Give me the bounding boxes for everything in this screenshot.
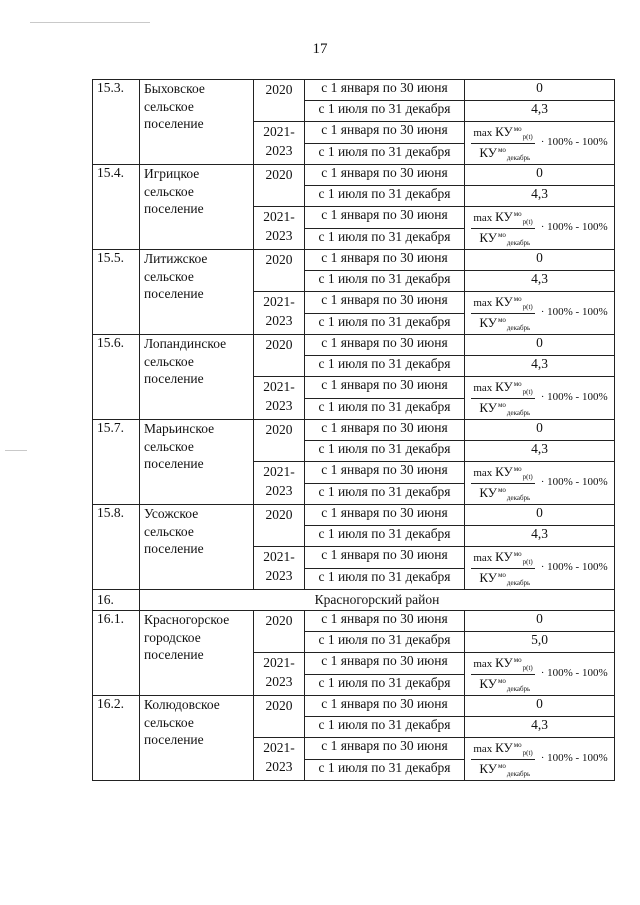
- formula-cell: [465, 122, 615, 165]
- formula-subscript: р(t): [522, 749, 533, 758]
- formula-ku: КУ: [479, 399, 497, 415]
- formula-subscript: декабрь: [506, 153, 531, 162]
- formula-superscript: мо: [497, 400, 506, 409]
- table-row: [93, 420, 615, 441]
- year-2020: 2020: [254, 250, 305, 292]
- formula: [469, 738, 610, 780]
- formula-numerator: [471, 294, 534, 313]
- year-2021-2023: 2021- 2023: [254, 207, 305, 250]
- formula-numerator: [471, 549, 534, 568]
- formula-ku: КУ: [495, 379, 513, 395]
- row-number: 15.8.: [93, 505, 140, 590]
- year-2020: 2020: [254, 420, 305, 462]
- formula-superscript: мо: [497, 485, 506, 494]
- formula-max: max: [473, 212, 493, 225]
- formula-fraction: [471, 209, 534, 247]
- formula-ku: КУ: [479, 569, 497, 585]
- period-first-half: с 1 января по 30 июня: [305, 377, 465, 399]
- formula-ku: КУ: [495, 209, 513, 225]
- formula-subscript: декабрь: [506, 684, 531, 693]
- formula-ku: КУ: [495, 464, 513, 480]
- settlement-name: Лопандинское сельское поселение: [140, 335, 254, 420]
- period-second-half: с 1 июля по 31 декабря: [305, 759, 465, 781]
- formula-superscript: мо: [513, 465, 522, 474]
- formula-fraction: [471, 294, 534, 332]
- year-2020: 2020: [254, 165, 305, 207]
- period-second-half: с 1 июля по 31 декабря: [305, 674, 465, 696]
- period-second-half: с 1 июля по 31 декабря: [305, 271, 465, 292]
- period-second-half: с 1 июля по 31 декабря: [305, 398, 465, 420]
- year-2021-2023: 2021- 2023: [254, 122, 305, 165]
- period-second-half: с 1 июля по 31 декабря: [305, 313, 465, 335]
- settlement-name: Красногорское городское поселение: [140, 611, 254, 696]
- year-2021-2023: 2021- 2023: [254, 462, 305, 505]
- formula-denominator: [471, 675, 532, 693]
- period-first-half: с 1 января по 30 июня: [305, 738, 465, 760]
- margin-mark: [30, 22, 150, 23]
- formula-numerator: [471, 464, 534, 483]
- increase-value: 0: [465, 335, 615, 356]
- formula-max: max: [473, 297, 493, 310]
- district-name: Красногорский район: [140, 590, 615, 611]
- formula-max: max: [473, 743, 493, 756]
- formula-subscript: декабрь: [506, 238, 531, 247]
- period-first-half: с 1 января по 30 июня: [305, 462, 465, 484]
- formula-superscript: мо: [497, 230, 506, 239]
- formula-cell: [465, 738, 615, 781]
- period-first-half: с 1 января по 30 июня: [305, 335, 465, 356]
- row-number: 15.4.: [93, 165, 140, 250]
- formula-subscript: декабрь: [506, 769, 531, 778]
- formula-ku: КУ: [479, 484, 497, 500]
- formula-ku: КУ: [479, 229, 497, 245]
- increase-value: 4,3: [465, 186, 615, 207]
- year-2020: 2020: [254, 611, 305, 653]
- period-first-half: с 1 января по 30 июня: [305, 122, 465, 144]
- formula: [469, 207, 610, 249]
- formula-tail: · 100% - 100%: [540, 476, 608, 489]
- formula-cell: [465, 207, 615, 250]
- increase-value: 4,3: [465, 717, 615, 738]
- formula-fraction: [471, 124, 534, 162]
- formula-cell: [465, 547, 615, 590]
- increase-value: 5,0: [465, 632, 615, 653]
- formula-subscript: р(t): [522, 303, 533, 312]
- increase-value: 0: [465, 420, 615, 441]
- period-second-half: с 1 июля по 31 декабря: [305, 228, 465, 250]
- formula-denominator: [471, 399, 532, 417]
- formula-cell: [465, 653, 615, 696]
- formula-max: max: [473, 658, 493, 671]
- formula-subscript: декабрь: [506, 493, 531, 502]
- increase-value: 0: [465, 611, 615, 632]
- formula-ku: КУ: [495, 655, 513, 671]
- formula-subscript: декабрь: [506, 408, 531, 417]
- formula-fraction: [471, 379, 534, 417]
- year-2020: 2020: [254, 505, 305, 547]
- period-second-half: с 1 июля по 31 декабря: [305, 143, 465, 165]
- formula-max: max: [473, 467, 493, 480]
- formula-superscript: мо: [497, 145, 506, 154]
- period-second-half: с 1 июля по 31 декабря: [305, 568, 465, 590]
- formula-numerator: [471, 209, 534, 228]
- period-first-half: с 1 января по 30 июня: [305, 505, 465, 526]
- row-number: 15.7.: [93, 420, 140, 505]
- year-2021-2023: 2021- 2023: [254, 738, 305, 781]
- formula-ku: КУ: [495, 124, 513, 140]
- increase-value: 0: [465, 165, 615, 186]
- formula-tail: · 100% - 100%: [540, 391, 608, 404]
- formula-cell: [465, 377, 615, 420]
- period-first-half: с 1 января по 30 июня: [305, 696, 465, 717]
- formula-max: max: [473, 127, 493, 140]
- formula-ku: КУ: [479, 144, 497, 160]
- formula-ku: КУ: [479, 760, 497, 776]
- settlement-name: Усожское сельское поселение: [140, 505, 254, 590]
- table-row: [93, 505, 615, 526]
- formula-numerator: [471, 655, 534, 674]
- formula-superscript: мо: [513, 656, 522, 665]
- increase-value: 4,3: [465, 101, 615, 122]
- formula-ku: КУ: [495, 740, 513, 756]
- formula-tail: · 100% - 100%: [540, 306, 608, 319]
- period-second-half: с 1 июля по 31 декабря: [305, 356, 465, 377]
- formula-ku: КУ: [495, 549, 513, 565]
- formula-denominator: [471, 314, 532, 332]
- increase-value: 4,3: [465, 441, 615, 462]
- period-first-half: с 1 января по 30 июня: [305, 250, 465, 271]
- period-second-half: с 1 июля по 31 декабря: [305, 717, 465, 738]
- year-2020: 2020: [254, 335, 305, 377]
- table-row: [93, 80, 615, 101]
- table-row: [93, 611, 615, 632]
- period-second-half: с 1 июля по 31 декабря: [305, 441, 465, 462]
- table-row: [93, 696, 615, 717]
- district-number: 16.: [93, 590, 140, 611]
- formula-superscript: мо: [513, 741, 522, 750]
- district-row: [93, 590, 615, 611]
- table-row: [93, 250, 615, 271]
- period-first-half: с 1 января по 30 июня: [305, 292, 465, 314]
- formula-ku: КУ: [495, 294, 513, 310]
- formula-max: max: [473, 552, 493, 565]
- row-number: 16.2.: [93, 696, 140, 781]
- formula-superscript: мо: [513, 210, 522, 219]
- year-2021-2023: 2021- 2023: [254, 377, 305, 420]
- row-number: 16.1.: [93, 611, 140, 696]
- increase-value: 4,3: [465, 356, 615, 377]
- formula-subscript: декабрь: [506, 323, 531, 332]
- margin-mark: [5, 450, 27, 451]
- tariff-table: [92, 79, 615, 781]
- formula-tail: · 100% - 100%: [540, 221, 608, 234]
- formula-denominator: [471, 760, 532, 778]
- year-2021-2023: 2021- 2023: [254, 653, 305, 696]
- formula-superscript: мо: [497, 315, 506, 324]
- formula-fraction: [471, 549, 534, 587]
- formula-superscript: мо: [497, 570, 506, 579]
- formula-tail: · 100% - 100%: [540, 136, 608, 149]
- year-2021-2023: 2021- 2023: [254, 547, 305, 590]
- increase-value: 0: [465, 505, 615, 526]
- settlement-name: Марьинское сельское поселение: [140, 420, 254, 505]
- row-number: 15.5.: [93, 250, 140, 335]
- formula-superscript: мо: [513, 125, 522, 134]
- period-first-half: с 1 января по 30 июня: [305, 207, 465, 229]
- formula-denominator: [471, 229, 532, 247]
- formula-cell: [465, 292, 615, 335]
- formula-ku: КУ: [479, 314, 497, 330]
- formula: [469, 462, 610, 504]
- formula-max: max: [473, 382, 493, 395]
- year-2020: 2020: [254, 80, 305, 122]
- formula-fraction: [471, 655, 534, 693]
- table-row: [93, 165, 615, 186]
- formula-subscript: р(t): [522, 388, 533, 397]
- period-second-half: с 1 июля по 31 декабря: [305, 483, 465, 505]
- formula-cell: [465, 462, 615, 505]
- year-2021-2023: 2021- 2023: [254, 292, 305, 335]
- period-first-half: с 1 января по 30 июня: [305, 653, 465, 675]
- formula: [469, 122, 610, 164]
- formula: [469, 292, 610, 334]
- settlement-name: Колюдовское сельское поселение: [140, 696, 254, 781]
- formula-superscript: мо: [513, 380, 522, 389]
- formula-subscript: р(t): [522, 133, 533, 142]
- formula-superscript: мо: [497, 676, 506, 685]
- formula-subscript: р(t): [522, 664, 533, 673]
- period-second-half: с 1 июля по 31 декабря: [305, 101, 465, 122]
- formula-superscript: мо: [513, 295, 522, 304]
- increase-value: 4,3: [465, 526, 615, 547]
- settlement-name: Быховское сельское поселение: [140, 80, 254, 165]
- period-second-half: с 1 июля по 31 декабря: [305, 526, 465, 547]
- increase-value: 0: [465, 250, 615, 271]
- formula-denominator: [471, 484, 532, 502]
- formula-subscript: р(t): [522, 218, 533, 227]
- formula-numerator: [471, 740, 534, 759]
- formula-ku: КУ: [479, 675, 497, 691]
- formula-denominator: [471, 569, 532, 587]
- formula-superscript: мо: [497, 761, 506, 770]
- formula-fraction: [471, 464, 534, 502]
- formula-tail: · 100% - 100%: [540, 561, 608, 574]
- increase-value: 0: [465, 80, 615, 101]
- period-second-half: с 1 июля по 31 декабря: [305, 186, 465, 207]
- increase-value: 4,3: [465, 271, 615, 292]
- page-number: 17: [312, 41, 328, 57]
- formula: [469, 653, 610, 695]
- formula-tail: · 100% - 100%: [540, 667, 608, 680]
- period-second-half: с 1 июля по 31 декабря: [305, 632, 465, 653]
- period-first-half: с 1 января по 30 июня: [305, 611, 465, 632]
- formula-fraction: [471, 740, 534, 778]
- formula: [469, 547, 610, 589]
- settlement-name: Литижское сельское поселение: [140, 250, 254, 335]
- formula-superscript: мо: [513, 550, 522, 559]
- period-first-half: с 1 января по 30 июня: [305, 547, 465, 569]
- row-number: 15.3.: [93, 80, 140, 165]
- formula-subscript: р(t): [522, 473, 533, 482]
- formula-subscript: р(t): [522, 558, 533, 567]
- increase-value: 0: [465, 696, 615, 717]
- period-first-half: с 1 января по 30 июня: [305, 420, 465, 441]
- year-2020: 2020: [254, 696, 305, 738]
- formula-subscript: декабрь: [506, 578, 531, 587]
- period-first-half: с 1 января по 30 июня: [305, 80, 465, 101]
- formula-numerator: [471, 379, 534, 398]
- formula: [469, 377, 610, 419]
- formula-tail: · 100% - 100%: [540, 752, 608, 765]
- table-row: [93, 335, 615, 356]
- settlement-name: Игрицкое сельское поселение: [140, 165, 254, 250]
- row-number: 15.6.: [93, 335, 140, 420]
- formula-denominator: [471, 144, 532, 162]
- period-first-half: с 1 января по 30 июня: [305, 165, 465, 186]
- formula-numerator: [471, 124, 534, 143]
